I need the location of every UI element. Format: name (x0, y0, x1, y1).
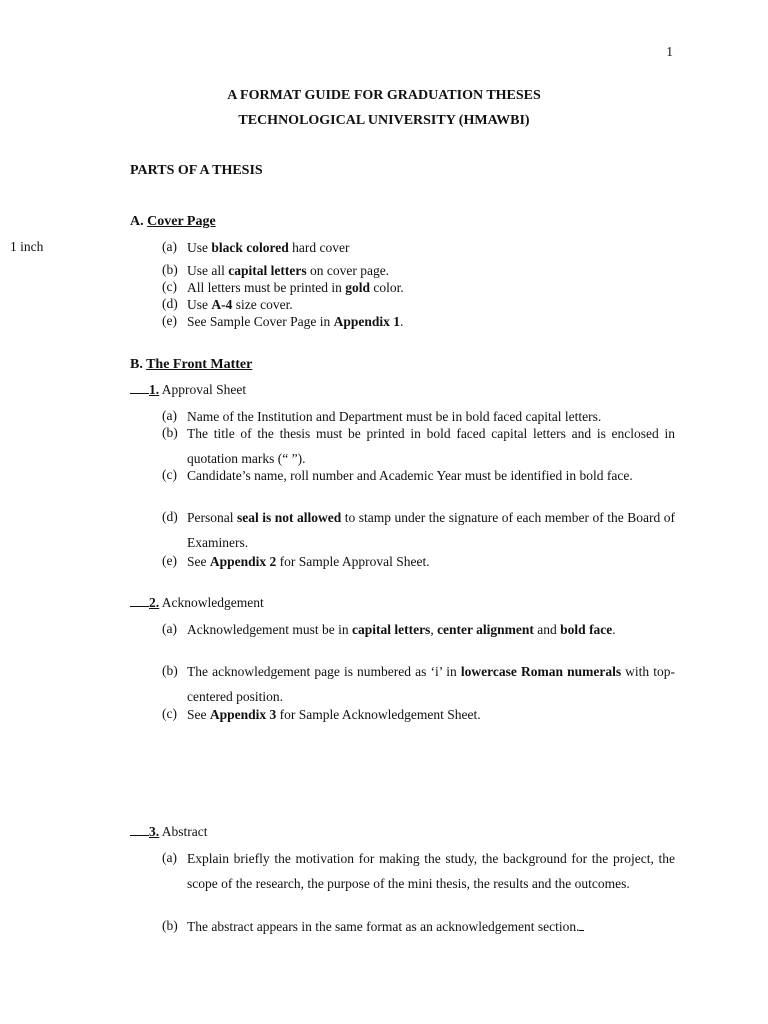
approval-item-d: (d) Personal seal is not allowed to stamp under the signature of each member of the Board of Examiners. (162, 509, 675, 550)
item-label: (e) (162, 313, 177, 328)
abstract-number: 3. (149, 824, 160, 839)
cover-item-d: (d) Use A-4 size cover. (162, 296, 293, 312)
approval-item-a: (a) Name of the Institution and Department must be in bold faced capital letters. (162, 408, 602, 424)
item-label: (b) (162, 262, 178, 277)
acknowledgement-title: Acknowledgement (161, 595, 264, 610)
acknowledgement-item-c: (c) See Appendix 3 for Sample Acknowledgement Sheet. (162, 706, 481, 722)
cover-item-b: (b) Use all capital letters on cover page. (162, 262, 390, 278)
approval-number: 1. (149, 382, 160, 397)
abstract-item-b: (b) The abstract appears in the same format as an acknowledgement section. (162, 918, 675, 935)
item-label: (d) (162, 296, 178, 311)
section-a-title: Cover Page (147, 214, 216, 229)
acknowledgement-number: 2. (149, 595, 160, 610)
acknowledgement-subheading (130, 595, 264, 611)
document-title-line-2: TECHNOLOGICAL UNIVERSITY (HMAWBI) (238, 113, 530, 128)
approval-item-b: (b) The title of the thesis must be printed in bold faced capital letters and is enclosed in quotation marks (“ ”). (162, 425, 675, 466)
approval-item-c: (c) Candidate’s name, roll number and Academic Year must be identified in bold face. (162, 467, 633, 483)
document-title-line-1: A FORMAT GUIDE FOR GRADUATION THESES (227, 88, 541, 103)
item-label: (a) (162, 239, 177, 254)
item-label: (c) (162, 279, 177, 294)
abstract-item-a: (a) Explain briefly the motivation for making the study, the background for the project, the scope of the research, the purpose of the mini thesis, the results and the outcomes. (162, 850, 675, 891)
acknowledgement-item-b: (b) The acknowledgement page is numbered as ‘i’ in lowercase Roman numerals with top-centered position. (162, 663, 676, 704)
abstract-subheading (130, 824, 208, 840)
section-b-letter: B. (130, 357, 143, 372)
cover-item-c: (c) All letters must be printed in gold color. (162, 279, 404, 295)
approval-title: Approval Sheet (161, 382, 247, 397)
approval-subheading (130, 382, 246, 398)
approval-item-e: (e) See Appendix 2 for Sample Approval Sheet. (162, 553, 430, 569)
margin-note: 1 inch (10, 239, 44, 254)
section-a-heading (130, 214, 216, 230)
cover-item-e: (e) See Sample Cover Page in Appendix 1. (162, 313, 404, 329)
parts-heading: PARTS OF A THESIS (130, 163, 263, 178)
cover-item-a: (a) Use black colored hard cover (162, 239, 350, 255)
section-a-letter: A. (130, 214, 144, 229)
abstract-title: Abstract (161, 824, 208, 839)
section-b-title: The Front Matter (146, 357, 253, 372)
section-b-heading (130, 357, 252, 373)
page-number: 1 (666, 44, 673, 59)
acknowledgement-item-a: (a) Acknowledgement must be in capital letters, center alignment and bold face. (162, 621, 616, 637)
